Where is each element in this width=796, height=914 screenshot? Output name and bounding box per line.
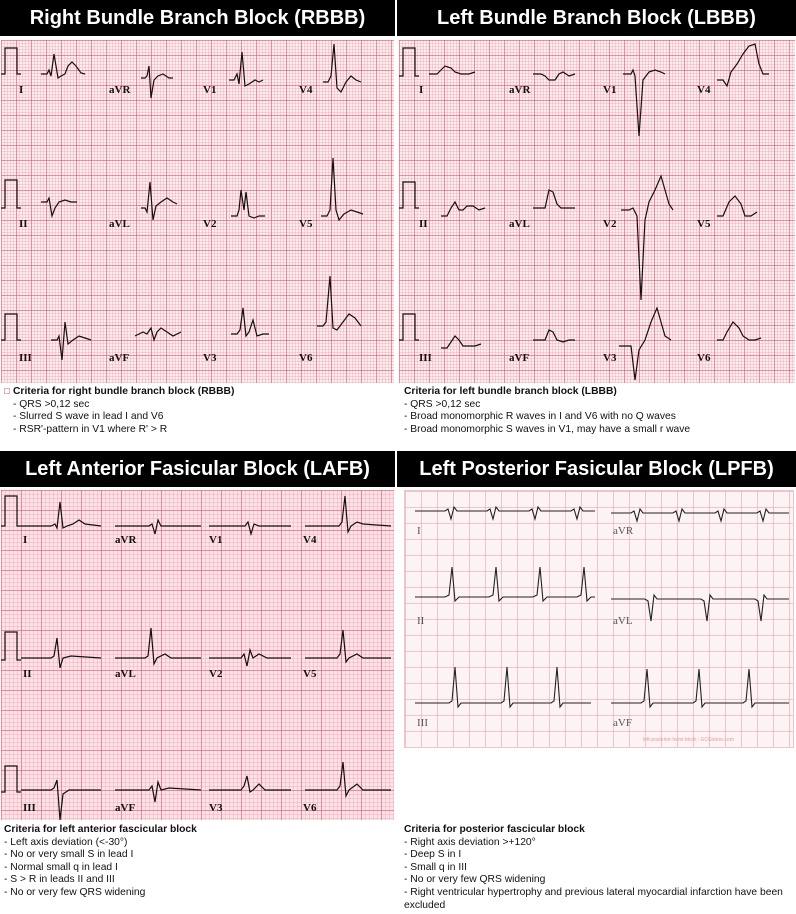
lead-label: aVF [613, 717, 632, 729]
ecg-lead-avr-trace [533, 72, 575, 80]
lbbb-criteria [404, 386, 794, 436]
ecg-lead-v2-trace [621, 176, 673, 300]
criteria-item: - Deep S in I [404, 849, 462, 861]
ecg-lead-v4-trace [717, 44, 769, 86]
ecg-lead-avr-trace [141, 66, 173, 98]
ecg-lead-v3-trace [619, 308, 671, 380]
ecg-lead-avl-trace [141, 182, 177, 220]
lead-label: II [19, 218, 28, 230]
ecg-lead-iii-trace [441, 336, 481, 348]
ecg-lead-v6-trace [317, 276, 361, 330]
ecg-lead-avf-trace [533, 330, 575, 342]
criteria-item: - Right ventricular hypertrophy and previous lateral myocardial infarction have been excluded [404, 886, 783, 911]
rbbb-ecg-grid [1, 40, 394, 383]
ecg-lead-v5-trace [305, 630, 391, 662]
lead-label: I [19, 84, 24, 96]
ecg-lead-v2-trace [231, 190, 265, 218]
criteria-item: - No or very few QRS widening [404, 874, 546, 886]
rbbb-title: Right Bundle Branch Block (RBBB) [0, 0, 395, 36]
ecg-lead-v2-trace [209, 650, 291, 666]
lead-label: V5 [697, 218, 711, 230]
calibration-pulse [1, 314, 21, 340]
lead-label: aVL [613, 615, 633, 627]
criteria-item: - No or very few QRS widening [4, 886, 146, 898]
criteria-item: - QRS >0,12 sec [404, 398, 481, 410]
rbbb-criteria [13, 386, 393, 436]
lead-label: V3 [203, 352, 217, 364]
ecg-lead-iii-trace [21, 780, 101, 820]
lpfb-traces [405, 491, 793, 747]
ecg-lead-avf-trace [611, 669, 789, 707]
criteria-item: - S > R in leads II and III [4, 874, 115, 886]
ecg-lead-avf-trace [135, 328, 181, 340]
ecg-lead-v6-trace [305, 762, 391, 796]
criteria-title: Criteria for posterior fascicular block [404, 824, 585, 835]
lpfb-ecg-grid [404, 490, 794, 748]
lead-label: V2 [603, 218, 617, 230]
ecg-lead-v1-trace [229, 52, 263, 86]
lead-label: II [417, 615, 425, 627]
ecg-lead-v1-trace [209, 522, 291, 534]
lpfb-title: Left Posterior Fasicular Block (LPFB) [397, 451, 796, 487]
ecg-lead-i-trace [429, 66, 475, 74]
criteria-item: - Normal small q in lead I [4, 861, 118, 873]
lead-label: II [23, 668, 32, 680]
lead-label: aVL [109, 218, 130, 230]
ecg-lead-avr-trace [611, 509, 789, 521]
lead-label: V5 [299, 218, 313, 230]
ecg-lead-v6-trace [717, 322, 761, 340]
ecg-lead-v4-trace [305, 496, 391, 532]
calibration-pulse [1, 632, 21, 660]
lead-label: II [419, 218, 428, 230]
ecg-lead-ii-trace [415, 567, 595, 601]
lead-label: V4 [697, 84, 711, 96]
ecg-lead-ii-trace [41, 198, 77, 216]
ecg-lead-i-trace [415, 507, 595, 519]
reference-mark [4, 388, 10, 394]
ecg-lead-avr-trace [115, 520, 201, 534]
lead-label: V2 [209, 668, 223, 680]
lead-label: V3 [209, 802, 223, 814]
calibration-pulse [399, 314, 419, 340]
lead-label: V1 [203, 84, 217, 96]
lafb-criteria [4, 824, 394, 900]
calibration-pulse [1, 180, 21, 208]
ecg-lead-ii-trace [21, 638, 101, 668]
lead-label: aVR [115, 534, 137, 546]
calibration-pulse [1, 48, 21, 74]
ecg-lead-v4-trace [323, 44, 361, 92]
lead-label: V6 [697, 352, 711, 364]
ecg-lead-i-trace [41, 54, 85, 78]
lafb-ecg-grid [1, 490, 394, 820]
criteria-item: - Small q in III [404, 861, 467, 873]
ecg-lead-avl-trace [611, 595, 789, 621]
criteria-title: Criteria for left bundle branch block (LBBB) [404, 386, 617, 397]
lafb-title: Left Anterior Fasicular Block (LAFB) [0, 451, 395, 487]
lead-label: aVF [109, 352, 130, 364]
lead-label: V1 [209, 534, 223, 546]
ecg-lead-avf-trace [115, 782, 201, 802]
ecg-lead-v3-trace [231, 308, 269, 336]
ecg-lead-i-trace [21, 502, 101, 528]
calibration-pulse [1, 766, 21, 792]
criteria-item: - RSR'-pattern in V1 where R' > R [13, 423, 168, 435]
criteria-item: - Right axis deviation >+120° [404, 836, 536, 848]
lead-label: III [419, 352, 432, 364]
lead-label: aVR [109, 84, 131, 96]
ecg-lead-v5-trace [321, 158, 363, 220]
ecg-lead-avl-trace [115, 628, 201, 664]
lead-label: aVL [115, 668, 136, 680]
ecg-lead-v3-trace [209, 776, 291, 792]
lead-label: III [19, 352, 32, 364]
lead-label: V6 [299, 352, 313, 364]
lead-label: III [23, 802, 36, 814]
lead-label: V6 [303, 802, 317, 814]
lead-label: V1 [603, 84, 617, 96]
watermark: left-posterior-hemi-block - ECGstore.com [643, 737, 734, 743]
rbbb-traces [1, 40, 394, 383]
lead-label: III [417, 717, 428, 729]
criteria-item: - Left axis deviation (<-30°) [4, 836, 128, 848]
lead-label: I [23, 534, 28, 546]
ecg-lead-avl-trace [533, 190, 575, 208]
lead-label: aVR [613, 525, 634, 537]
criteria-item: - QRS >0,12 sec [13, 398, 90, 410]
lbbb-traces [399, 40, 795, 383]
lead-label: V2 [203, 218, 217, 230]
lead-label: aVF [509, 352, 530, 364]
lead-label: aVF [115, 802, 136, 814]
lead-label: I [419, 84, 424, 96]
calibration-pulse [399, 48, 419, 76]
criteria-title: Criteria for right bundle branch block (RBBB) [13, 386, 235, 397]
ecg-lead-iii-trace [51, 322, 91, 360]
lead-label: I [417, 525, 421, 537]
ecg-lead-iii-trace [415, 667, 591, 707]
lpfb-criteria [404, 824, 792, 912]
criteria-title: Criteria for left anterior fascicular block [4, 824, 197, 835]
lead-label: aVL [509, 218, 530, 230]
lead-label: V4 [303, 534, 317, 546]
criteria-item: - No or very small S in lead I [4, 849, 134, 861]
lead-label: V5 [303, 668, 317, 680]
ecg-lead-v5-trace [717, 196, 757, 216]
lafb-traces [1, 490, 394, 820]
lbbb-title: Left Bundle Branch Block (LBBB) [397, 0, 796, 36]
ecg-lead-ii-trace [441, 202, 485, 216]
calibration-pulse [1, 496, 21, 526]
lead-label: aVR [509, 84, 531, 96]
ecg-lead-v1-trace [623, 70, 665, 136]
criteria-item: - Broad monomorphic R waves in I and V6 with no Q waves [404, 411, 676, 423]
criteria-item: - Broad monomorphic S waves in V1, may have a small r wave [404, 423, 691, 435]
lead-label: V4 [299, 84, 313, 96]
calibration-pulse [399, 182, 419, 208]
lead-label: V3 [603, 352, 617, 364]
lbbb-ecg-grid [399, 40, 795, 383]
criteria-item: - Slurred S wave in lead I and V6 [13, 411, 164, 423]
